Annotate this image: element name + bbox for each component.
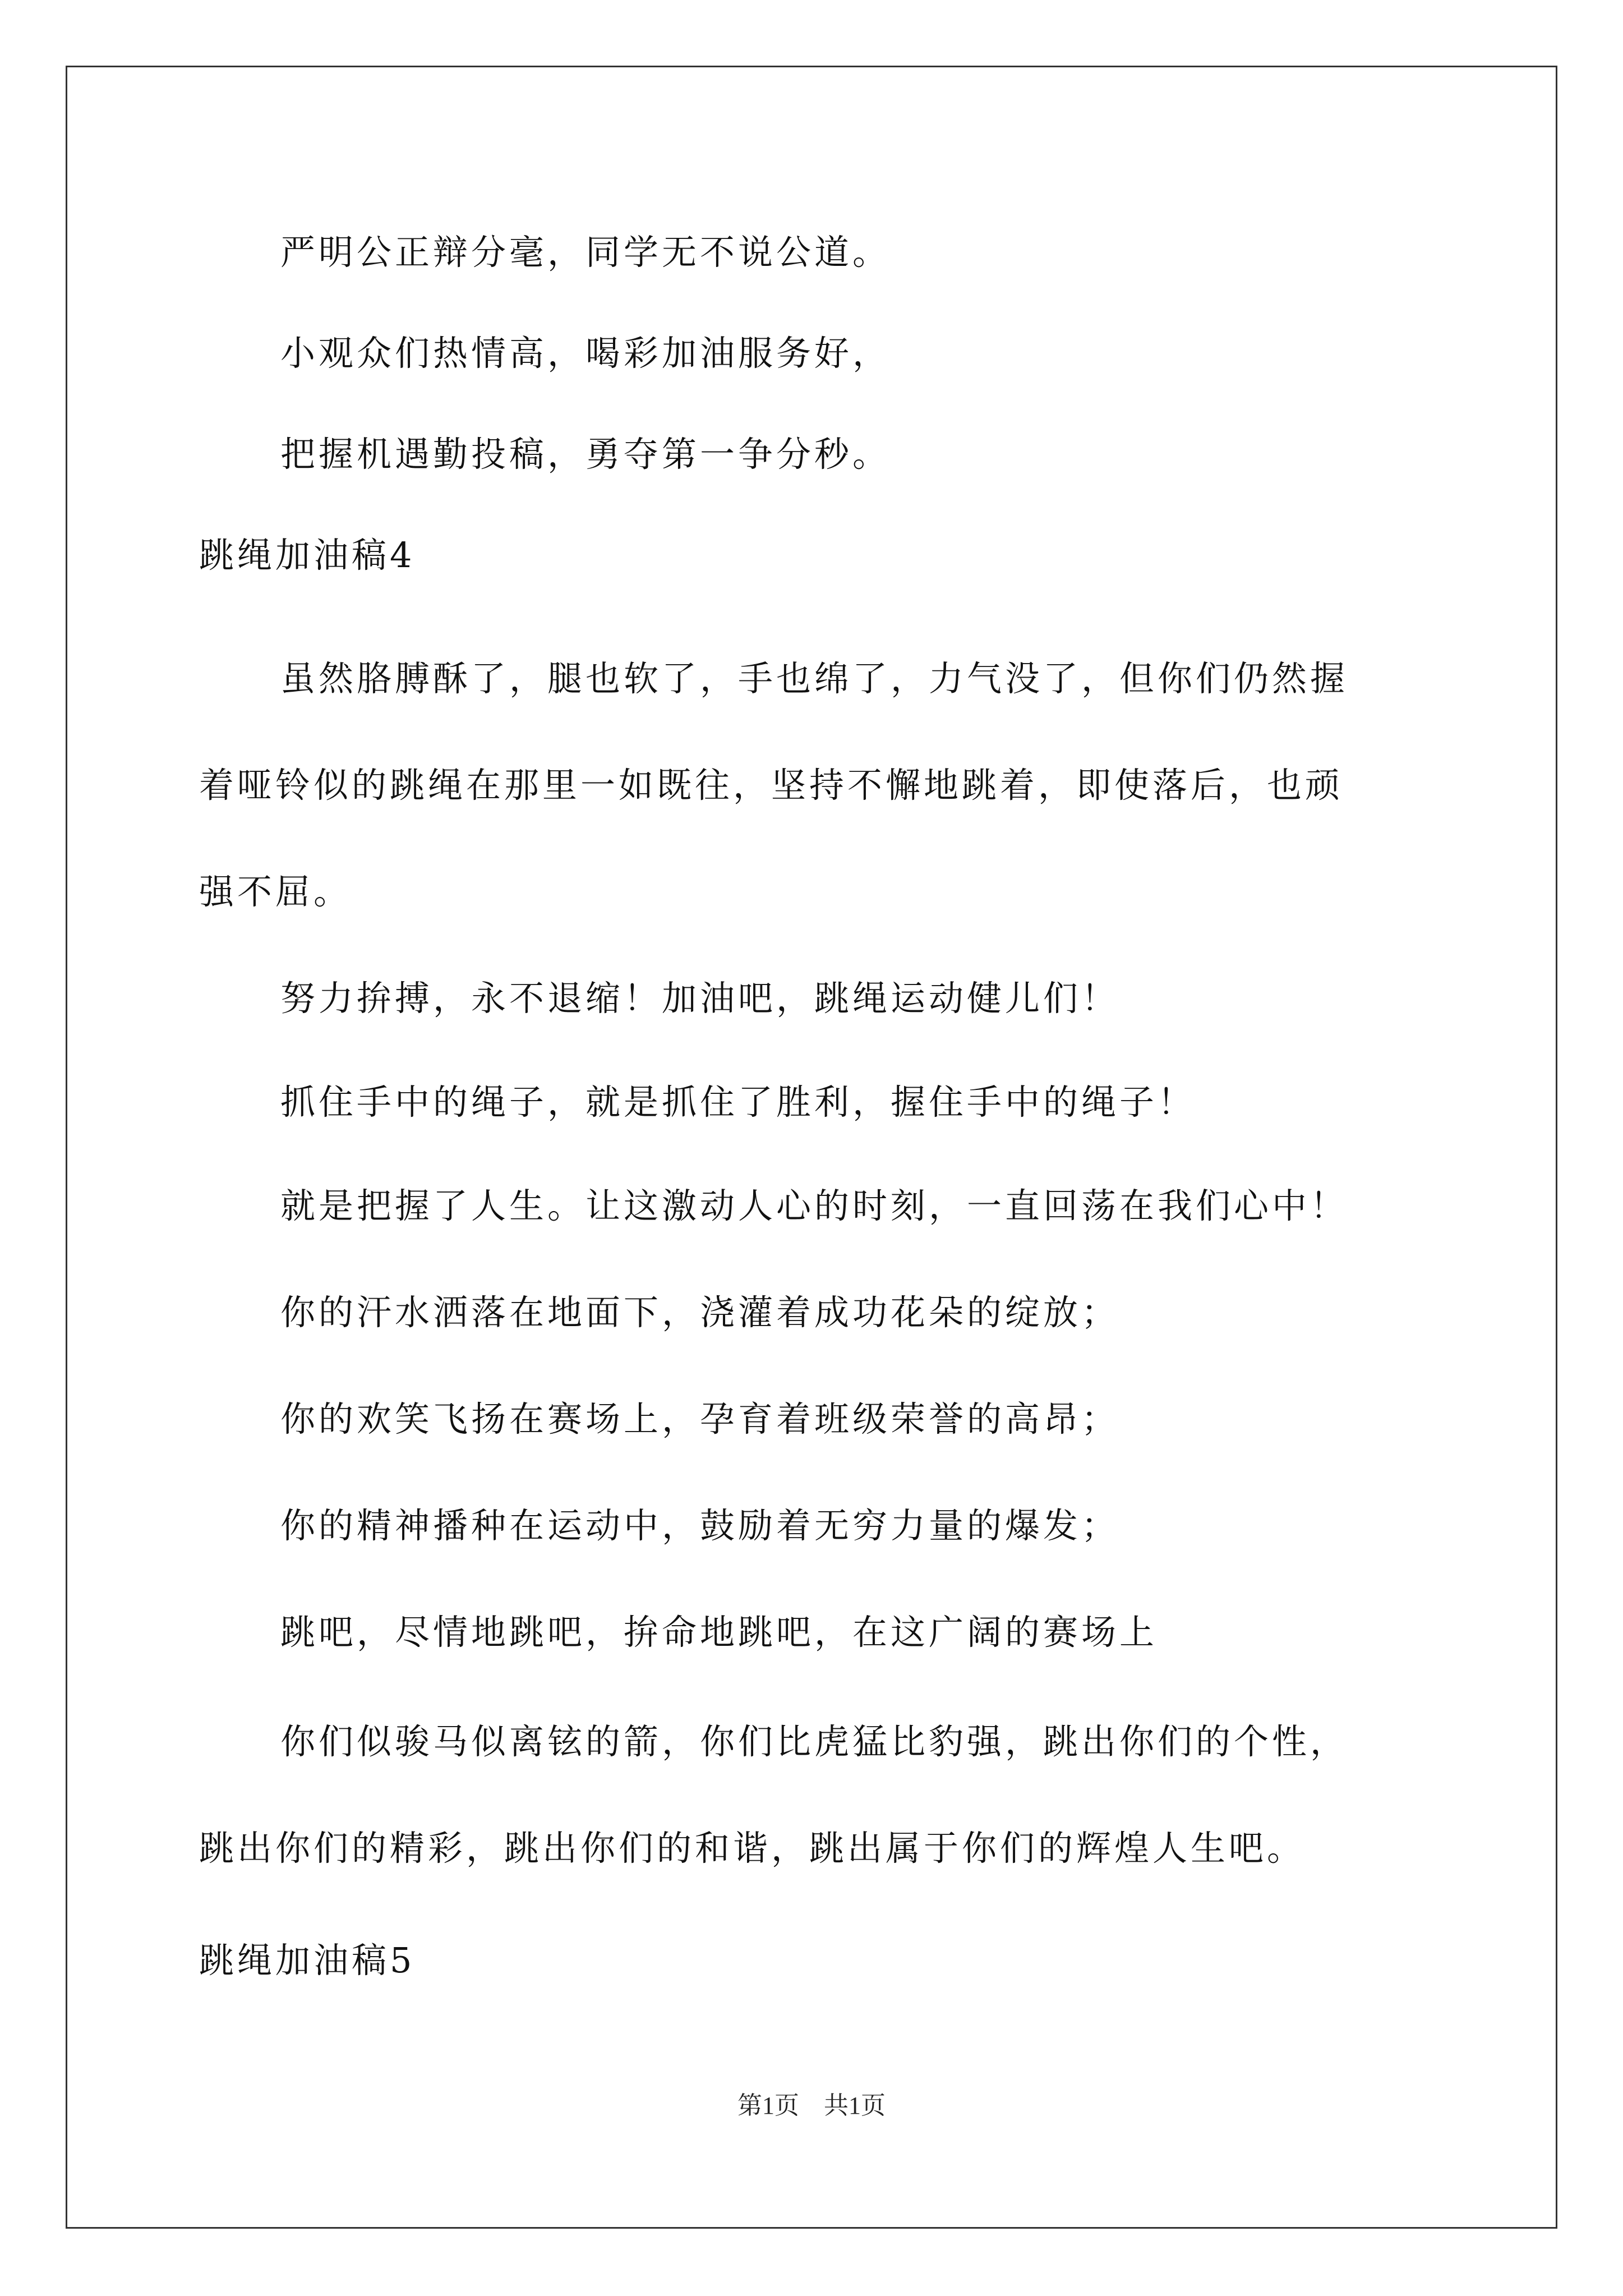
verse-line: 严明公正辩分毫，同学无不说公道。 — [280, 232, 891, 273]
page-border — [66, 66, 1557, 2229]
paragraph-line: 跳出你们的精彩，跳出你们的和谐，跳出属于你们的辉煌人生吧。 — [199, 1828, 1306, 1869]
page-footer: 第1页 共1页 — [737, 2092, 886, 2119]
section-heading: 跳绳加油稿4 — [199, 535, 416, 576]
paragraph-line: 努力拚搏，永不退缩！加油吧，跳绳运动健儿们！ — [280, 978, 1120, 1019]
paragraph-line: 跳吧，尽情地跳吧，拚命地跳吧，在这广阔的赛场上 — [280, 1612, 1158, 1653]
paragraph-line: 虽然胳膊酥了，腿也软了，手也绵了，力气没了，但你们仍然握 — [280, 658, 1349, 699]
paragraph-line: 你的欢笑飞扬在赛场上，孕育着班级荣誉的高昂； — [280, 1398, 1120, 1439]
paragraph-line: 强不屈。 — [199, 871, 352, 912]
verse-line: 小观众们热情高，喝彩加油服务好， — [280, 333, 891, 374]
paragraph-line: 你的汗水洒落在地面下，浇灌着成功花朵的绽放； — [280, 1292, 1120, 1333]
paragraph-line: 就是把握了人生。让这激动人心的时刻，一直回荡在我们心中！ — [280, 1185, 1349, 1226]
paragraph-line: 你们似骏马似离铉的箭，你们比虎猛比豹强，跳出你们的个性， — [280, 1721, 1349, 1762]
verse-line: 把握机遇勤投稿，勇夺第一争分秒。 — [280, 434, 891, 475]
paragraph-line: 抓住手中的绳子，就是抓住了胜利，握住手中的绳子！ — [280, 1082, 1196, 1122]
paragraph-line: 你的精神播种在运动中，鼓励着无穷力量的爆发； — [280, 1505, 1120, 1546]
section-heading: 跳绳加油稿5 — [199, 1940, 416, 1981]
paragraph-line: 着哑铃似的跳绳在那里一如既往，坚持不懈地跳着，即使落后，也顽 — [199, 765, 1344, 806]
